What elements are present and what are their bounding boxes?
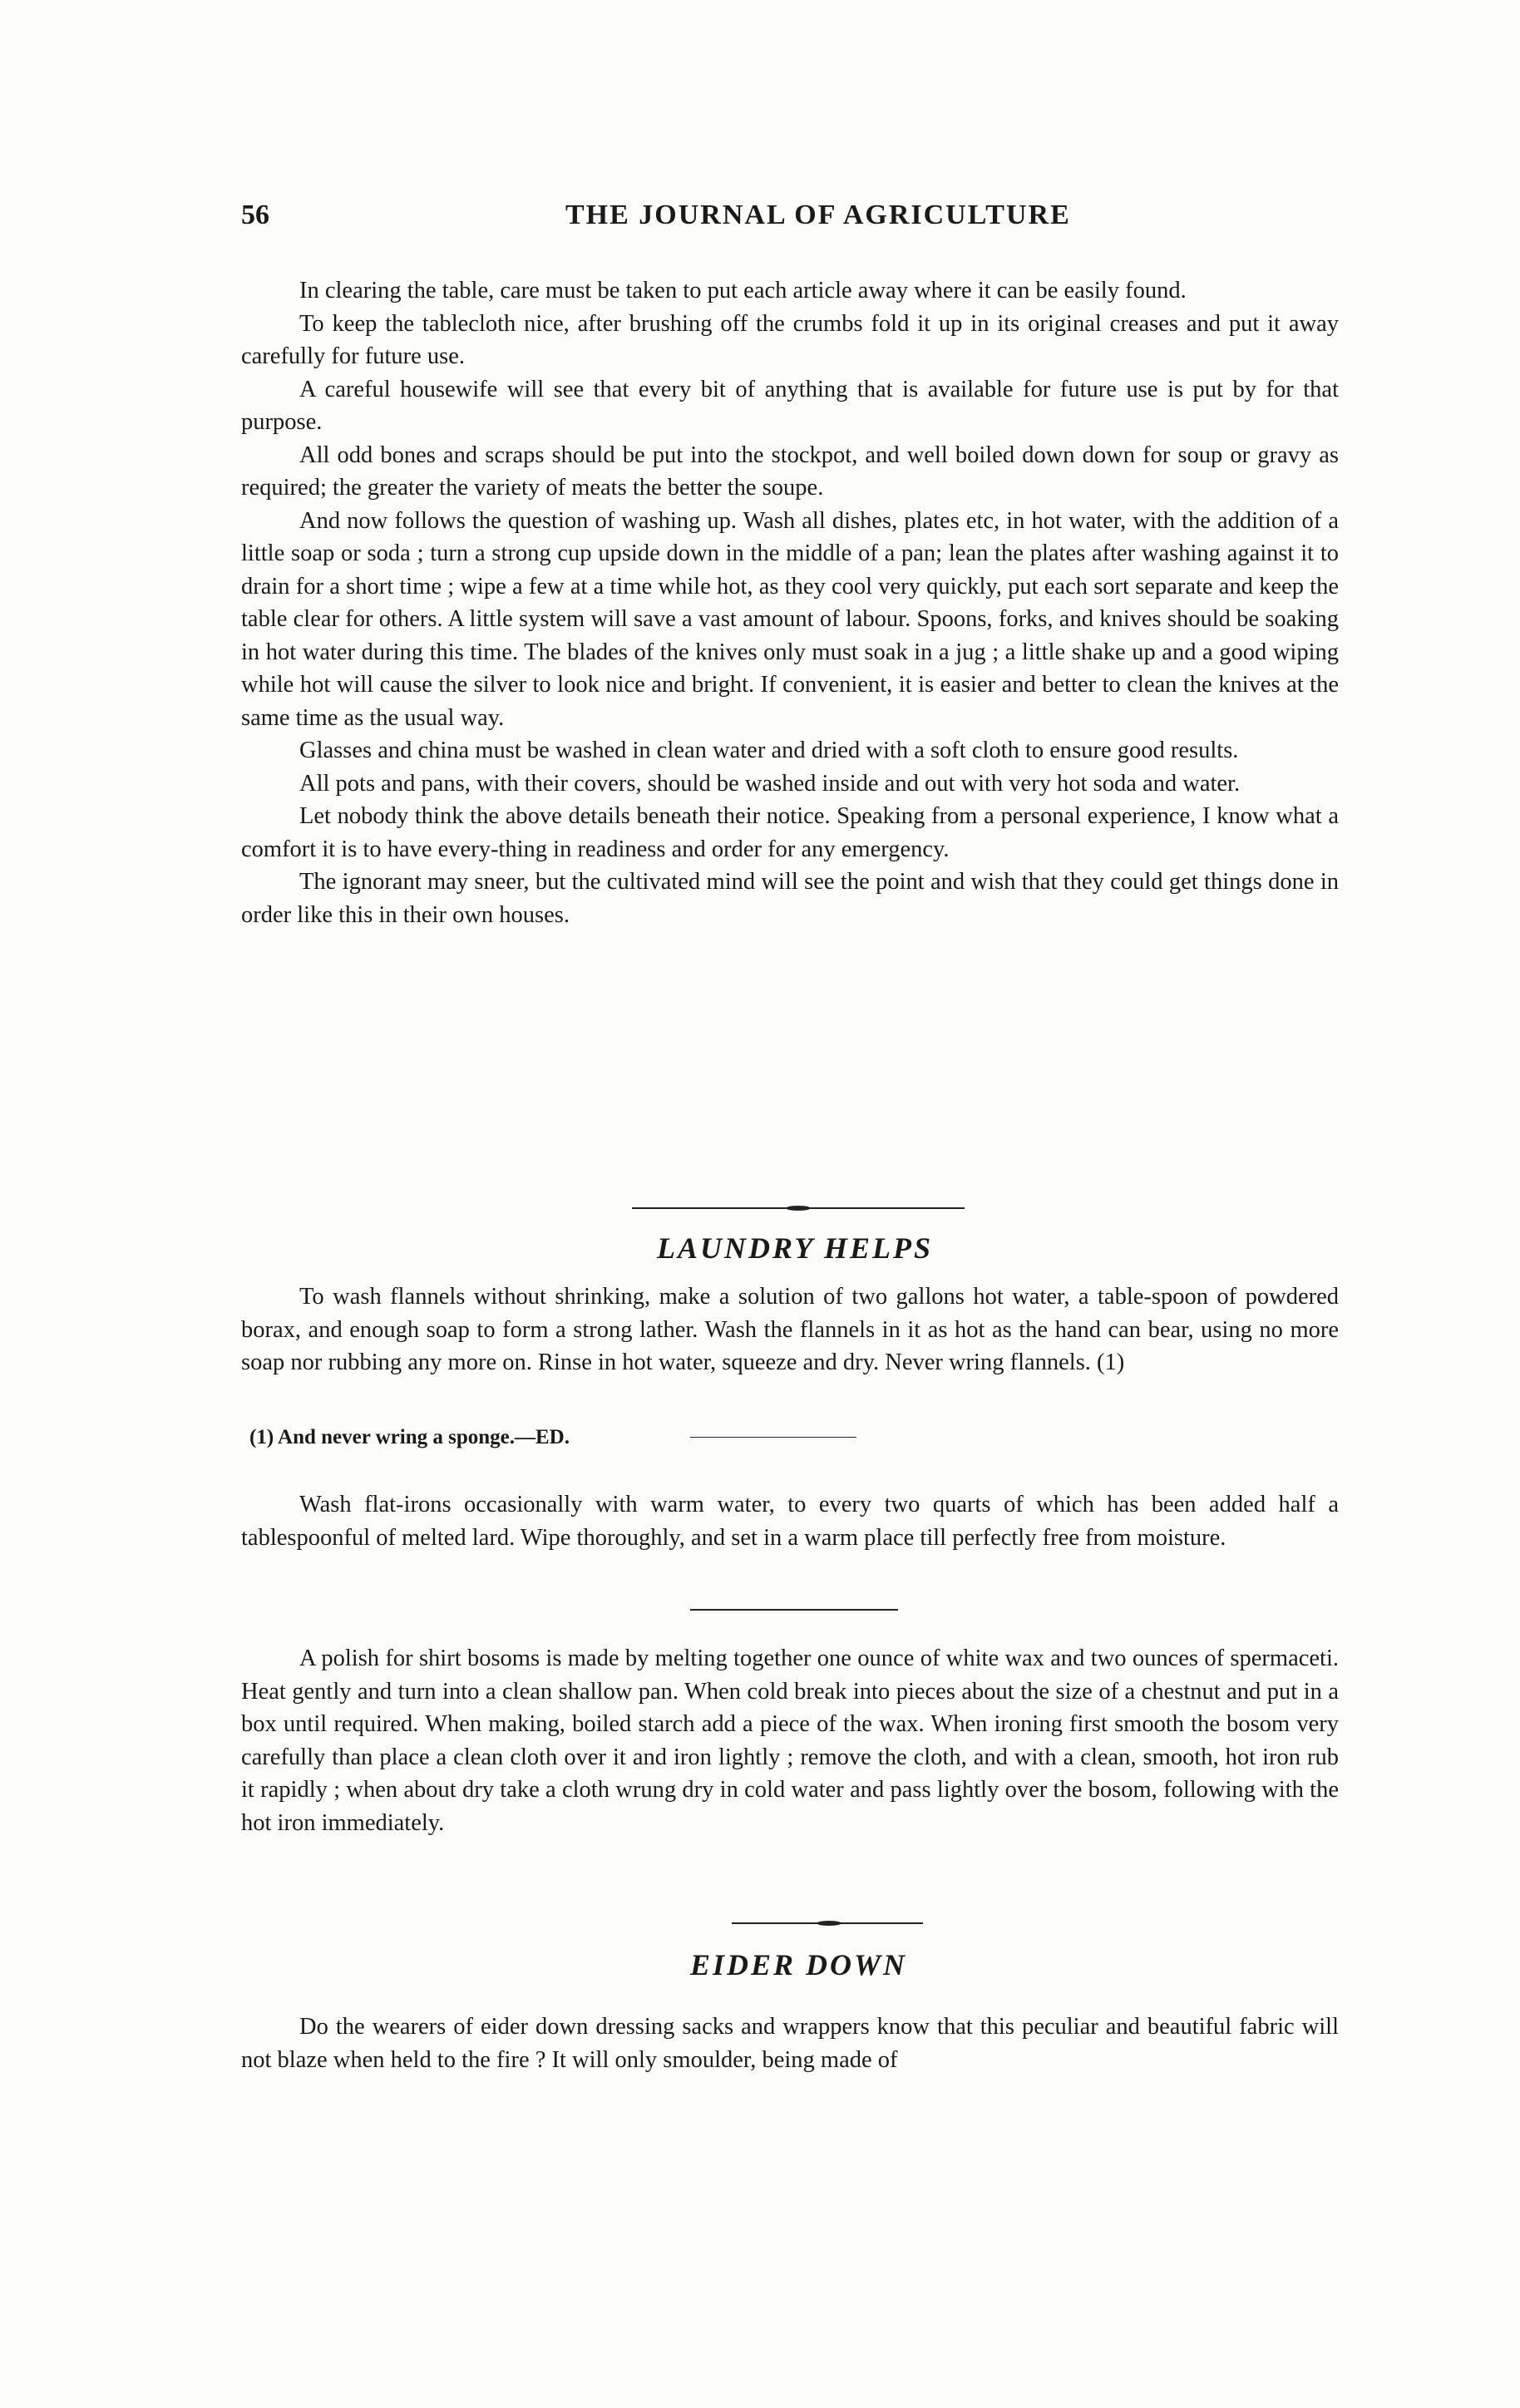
paragraph: Wash flat-irons occasionally with warm water, to every two quarts of which has been added half a tablespoonful of melted lard. Wipe thoroughly, and set in a warm place till perfectly free from moisture. xyxy=(241,1492,1339,1551)
paragraph: To wash flannels without shrinking, make a solution of two gallons hot water, a table-spoon of powdered borax, and enough soap to form a strong lather. Wash the flannels in it as hot as the hand can bear, using no more soap nor rubbing any more on. Rinse in hot water, squeeze and dry. Never wring flannels. (1) xyxy=(241,1284,1339,1375)
eider-down-heading: EIDER DOWN xyxy=(690,1948,908,1981)
section-divider xyxy=(690,1609,898,1611)
divider-ornament xyxy=(786,1206,811,1211)
page-header xyxy=(241,200,1339,239)
paragraph: The ignorant may sneer, but the cultivated mind will see the point and wish that they could get things done in order like this in their own houses. xyxy=(241,869,1339,928)
laundry-paragraph-flannels xyxy=(241,1280,1339,1379)
paragraph: Let nobody think the above details beneath their notice. Speaking from a personal experience, I know what a comfort it is to have every-thing in readiness and order for any emergency. xyxy=(241,803,1339,862)
paragraph: To keep the tablecloth nice, after brushing off the crumbs fold it up in its original creases and put it away carefully for future use. xyxy=(241,310,1339,369)
housekeeping-section xyxy=(241,274,1339,931)
running-title: THE JOURNAL OF AGRICULTURE xyxy=(565,200,1071,230)
laundry-paragraph-polish xyxy=(241,1642,1339,1839)
footnote-rule xyxy=(690,1437,856,1438)
eider-down-paragraph xyxy=(241,2011,1339,2076)
paragraph: And now follows the question of washing up. Wash all dishes, plates etc, in hot water, with the addition of a little soap or soda ; turn a strong cup upside down in the middle of a pan; lean the plates after washing against it to drain for a short time ; wipe a few at a time while hot, as they cool very quickly, put each sort separate and keep the table clear for others. A little system will save a vast amount of labour. Spoons, forks, and knives should be soaking in hot water during this time. The blades of the knives only must soak in a jug ; a little shake up and a good wiping while hot will cause the silver to look nice and bright. If convenient, it is easier and better to clean the knives at the same time as the usual way. xyxy=(241,507,1339,731)
paragraph: A careful housewife will see that every bit of anything that is available for future use is put by for that purpose. xyxy=(241,376,1339,435)
page-number: 56 xyxy=(241,200,269,230)
paragraph: All pots and pans, with their covers, should be washed inside and out with very hot soda and water. xyxy=(299,770,1241,797)
divider-ornament xyxy=(817,1921,841,1926)
paragraph: All odd bones and scraps should be put into the stockpot, and well boiled down down for soup or gravy as required; the greater the variety of meats the better the soupe. xyxy=(241,442,1339,501)
laundry-helps-heading: LAUNDRY HELPS xyxy=(657,1231,934,1265)
footnote: (1) And never wring a sponge.—ED. xyxy=(249,1426,570,1448)
paragraph: In clearing the table, care must be taken to put each article away where it can be easily found. xyxy=(299,278,1187,303)
paragraph: A polish for shirt bosoms is made by melting together one ounce of white wax and two ounces of spermaceti. Heat gently and turn into a clean shallow pan. When cold break into pieces about the size of a chestnut and put in a box until required. When making, boiled starch add a piece of the wax. When ironing first smooth the bosom very carefully than place a clean cloth over it and iron lightly ; remove the cloth, and with a clean, smooth, hot iron rub it rapidly ; when about dry take a cloth wrung dry in cold water and pass lightly over the bosom, following with the hot iron immediately. xyxy=(241,1646,1339,1836)
paragraph: Do the wearers of eider down dressing sacks and wrappers know that this peculiar and beautiful fabric will not blaze when held to the fire ? It will only smoulder, being made of xyxy=(241,2014,1339,2073)
laundry-paragraph-flatirons xyxy=(241,1488,1339,1554)
paragraph: Glasses and china must be washed in clean water and dried with a soft cloth to ensure good results. xyxy=(299,738,1239,763)
